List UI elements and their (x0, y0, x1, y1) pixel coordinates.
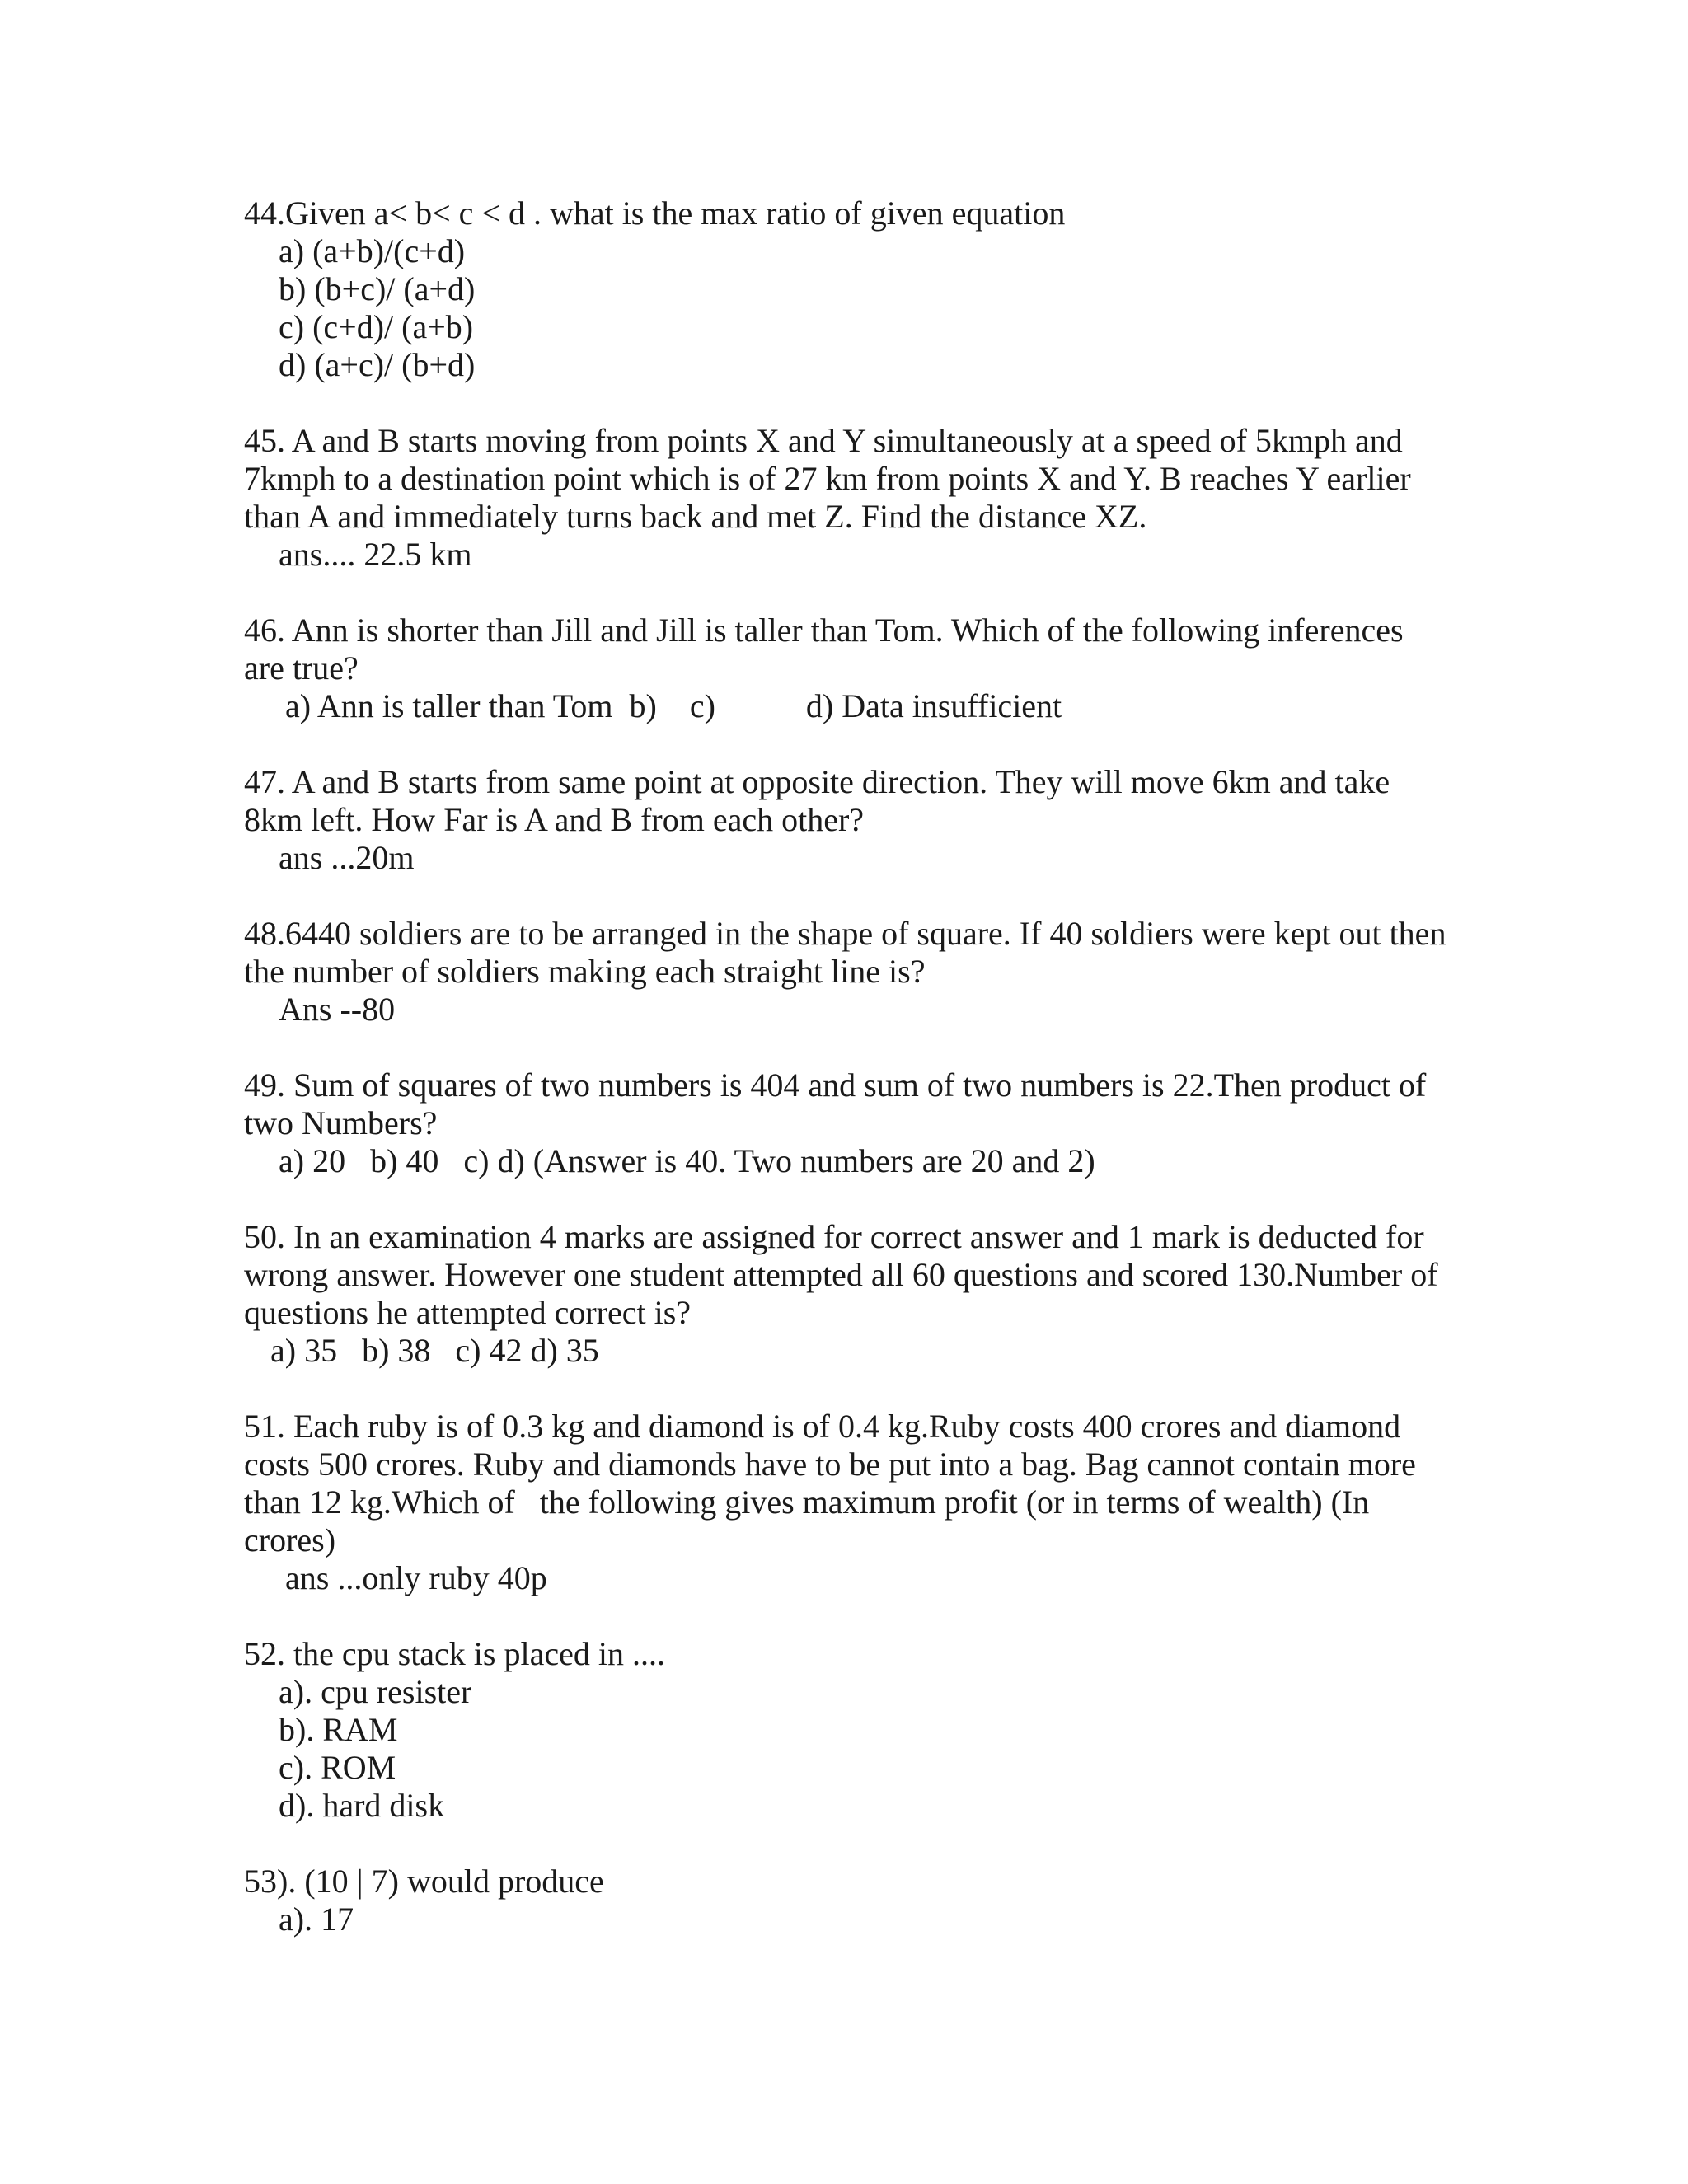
question-49 (244, 1066, 1447, 1180)
question-45 (244, 422, 1447, 574)
option-line: a). cpu resister (279, 1673, 472, 1710)
question-text: 46. Ann is shorter than Jill and Jill is taller than Tom. Which of the following inferences are true? (244, 612, 1412, 687)
question-text: 48.6440 soldiers are to be arranged in the shape of square. If 40 soldiers were kept out then the number of soldiers making each straight line is? (244, 915, 1455, 990)
option-line: b). RAM (279, 1711, 398, 1748)
question-text: 45. A and B starts moving from points X and Y simultaneously at a speed of 5kmph and 7kmph to a destination point which is of 27 km from points X and Y. B reaches Y earlier than A and immediately turns back and met Z. Find the distance XZ. (244, 422, 1419, 535)
option-line: d). hard disk (279, 1787, 445, 1824)
question-text: 47. A and B starts from same point at opposite direction. They will move 6km and take 8km left. How Far is A and B from each other? (244, 763, 1399, 838)
answer-line: Ans --80 (279, 991, 396, 1028)
question-text: 50. In an examination 4 marks are assigned for correct answer and 1 mark is deducted for wrong answer. However one student attempted all 60 questions and scored 130.Number of questions he attempted correct is? (244, 1218, 1447, 1331)
option-line: c). ROM (279, 1749, 396, 1786)
option-line: a). 17 (279, 1900, 354, 1938)
option-line: d) (a+c)/ (b+d) (279, 346, 476, 383)
question-text: 51. Each ruby is of 0.3 kg and diamond is of 0.4 kg.Ruby costs 400 crores and diamond costs 500 crores. Ruby and diamonds have to be put into a bag. Bag cannot contain more than 12 kg.Which of the following gives maximum profit (or in terms of wealth) (In crores) (244, 1408, 1424, 1558)
option-line: a) 20 b) 40 c) d) (Answer is 40. Two numbers are 20 and 2) (279, 1142, 1095, 1179)
question-46 (244, 612, 1447, 725)
question-52 (244, 1635, 1447, 1825)
question-text: 52. the cpu stack is placed in .... (244, 1635, 665, 1672)
option-line: b) (b+c)/ (a+d) (279, 270, 476, 307)
question-44 (244, 194, 1447, 384)
question-51 (244, 1408, 1447, 1597)
option-line: a) 35 b) 38 c) 42 d) 35 (270, 1332, 599, 1369)
option-line: a) Ann is taller than Tom b) c) d) Data insufficient (285, 687, 1062, 724)
question-text: 44.Given a< b< c < d . what is the max ratio of given equation (244, 194, 1066, 232)
question-text: 49. Sum of squares of two numbers is 404 and sum of two numbers is 22.Then product of two Numbers? (244, 1066, 1435, 1141)
answer-line: ans ...20m (279, 839, 415, 876)
question-47 (244, 763, 1447, 877)
answer-line: ans.... 22.5 km (279, 536, 472, 573)
option-line: c) (c+d)/ (a+b) (279, 308, 474, 345)
question-53 (244, 1863, 1447, 1938)
answer-line: ans ...only ruby 40p (285, 1559, 547, 1596)
option-line: a) (a+b)/(c+d) (279, 232, 466, 269)
question-text: 53). (10 | 7) would produce (244, 1863, 604, 1900)
question-50 (244, 1218, 1447, 1370)
question-48 (244, 915, 1455, 1029)
question-list (244, 194, 1455, 1976)
